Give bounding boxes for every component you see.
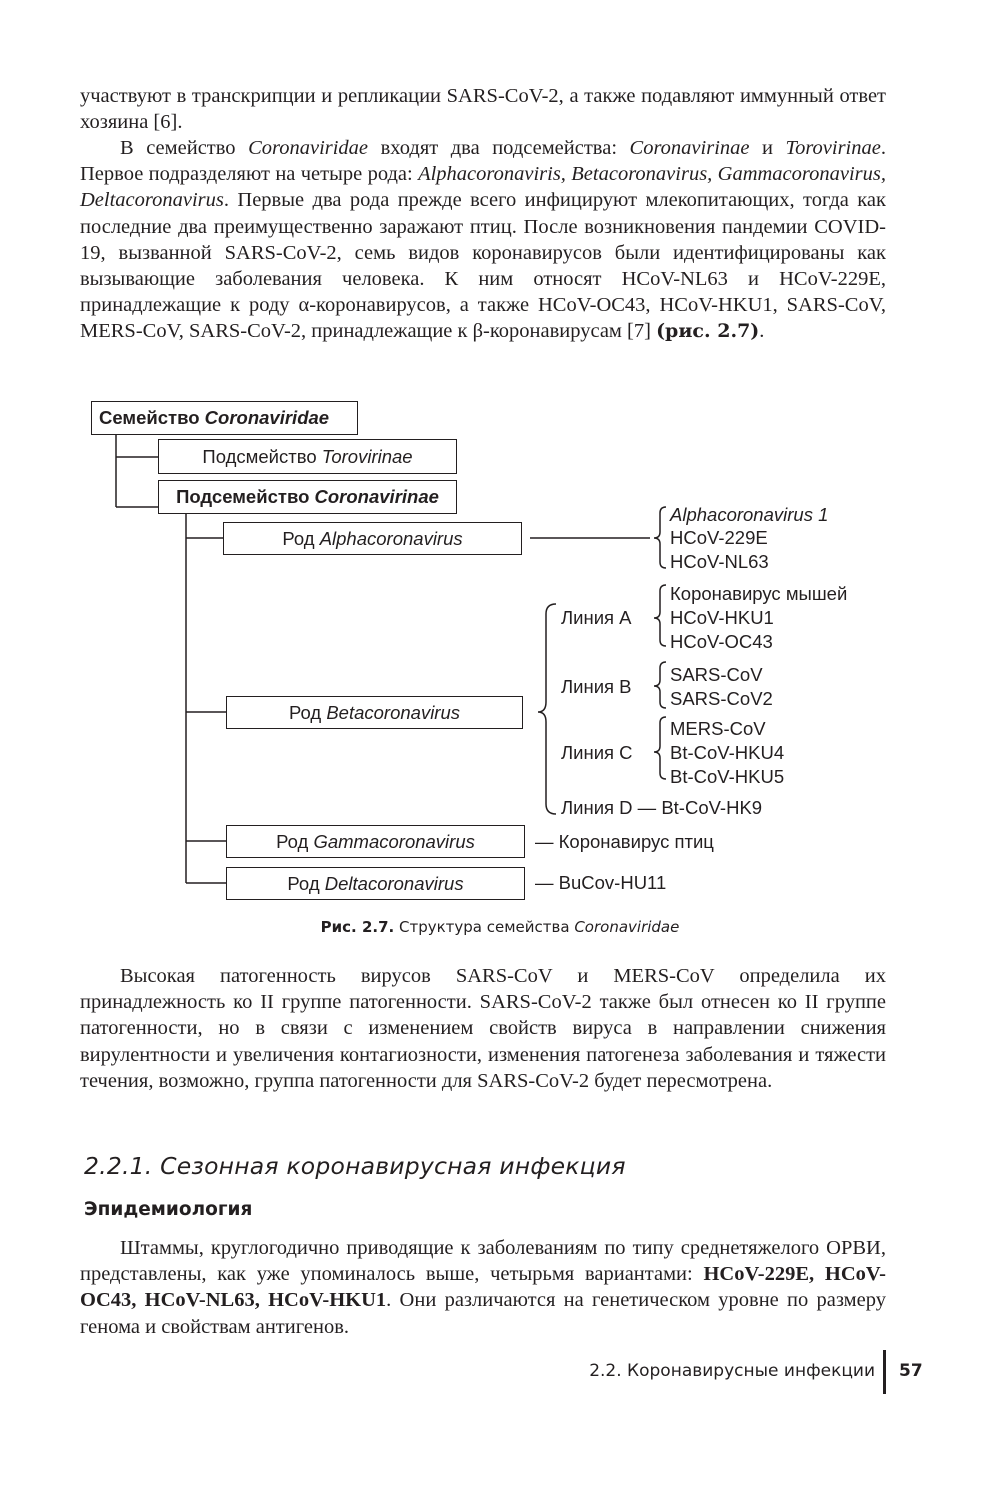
lineage-a-species-1: Коронавирус мышей (670, 583, 848, 604)
gamma-species: — Коронавирус птиц (535, 831, 714, 852)
alpha-species-2: HCoV-229E (670, 527, 768, 548)
lineage-a-label: Линия A (561, 607, 632, 628)
family-box: Семейство Coronaviridae (91, 401, 358, 435)
genus-gamma-box: Род Gammacoronavirus (226, 825, 525, 858)
lineage-b-species-1: SARS-CoV (670, 664, 763, 685)
paragraph-coronaviridae: В семейство Coronaviridae входят два подсемейства: Coronavirinae и Torovirinae. Первое подразделяют на четыре рода: Alphacoronaviris, Betacoronavirus, Gammacoronavirus, Deltacoronavirus. Первые два рода прежде всего инфицируют млекопитающих, тогда как последние два преимущественно заражают птиц. После возникновения пандемии COVID-19, вызванной SARS-CoV-2, семь видов коронавирусов были идентифицированы как вызывающие заболевания человека. К ним относят HCoV-NL63 и HCoV-229E, принадлежащие к роду α-коронавирусов, а также HCoV-OC43, HCoV-HKU1, SARS-CoV, MERS-CoV, SARS-CoV-2, принадлежащие к β-коронавирусам [7] (рис. 2.7). (80, 137, 886, 343)
paragraph-strains: Штаммы, круглогодично приводящие к заболеваниям по типу среднетяжелого ОРВИ, представлены, как уже упоминалось выше, четырьмя вариантами: HCoV-229E, HCoV-OC43, HCoV-NL63, HCoV-HKU1. Они различаются на генетическом уровне по размеру генома и свойствам антигенов. (80, 1237, 886, 1338)
page-number: 57 (899, 1361, 923, 1381)
lineage-c-species-2: Bt-CoV-HKU4 (670, 742, 785, 763)
paragraph-continuation: участвуют в транскрипции и репликации SARS-CoV-2, а также подавляют иммунный ответ хозяина [6]. (80, 85, 886, 134)
lineage-a-species-3: HCoV-OC43 (670, 631, 773, 652)
lineage-c-label: Линия C (561, 742, 633, 763)
figure-reference[interactable]: (рис. 2.7) (656, 320, 760, 343)
lineage-b-label: Линия B (561, 676, 632, 697)
footer-section: 2.2. Коронавирусные инфекции (589, 1361, 875, 1381)
subfamily-torovirinae-box: Подсмейство Torovirinae (158, 439, 457, 474)
lineage-d-label: Линия D — Bt-CoV-HK9 (561, 797, 763, 818)
genus-delta-box: Род Deltacoronavirus (226, 867, 525, 900)
footer-divider (883, 1350, 886, 1394)
strain-list: HCoV-229E, HCoV-OC43, HCoV-NL63, HCoV-HKU1 (80, 1263, 886, 1312)
lineage-b-species-2: SARS-CoV2 (670, 688, 773, 709)
section-title: 2.2.1. Сезонная коронавирусная инфекция (84, 1152, 626, 1180)
lineage-c-species-3: Bt-CoV-HKU5 (670, 766, 785, 787)
taxonomy-figure (0, 390, 1000, 910)
genus-alpha-box: Род Alphacoronavirus (223, 522, 522, 555)
alpha-species-3: HCoV-NL63 (670, 551, 769, 572)
lineage-a-species-2: HCoV-HKU1 (670, 607, 774, 628)
delta-species: — BuCov-HU11 (535, 872, 667, 893)
alpha-species-1: Alphacoronavirus 1 (670, 504, 829, 525)
figure-caption: Рис. 2.7. Структура семейства Coronaviridae (320, 918, 680, 936)
paragraph-pathogenicity: Высокая патогенность вирусов SARS-CoV и MERS-CoV определила их принадлежность ко II группе патогенности. SARS-CoV-2 также был отнесен ко II группе патогенности, но в связи с изменением свойств вируса в направлении снижения вирулентности и увеличения контагиозности, изменения патогенеза заболевания и тяжести течения, возможно, группа патогенности для SARS-CoV-2 будет пересмотрена. (80, 965, 886, 1092)
subsection-title: Эпидемиология (84, 1199, 253, 1220)
genus-beta-box: Род Betacoronavirus (226, 696, 523, 729)
lineage-c-species-1: MERS-CoV (670, 718, 766, 739)
subfamily-coronavirinae-box: Подсемейство Coronavirinae (158, 480, 457, 514)
